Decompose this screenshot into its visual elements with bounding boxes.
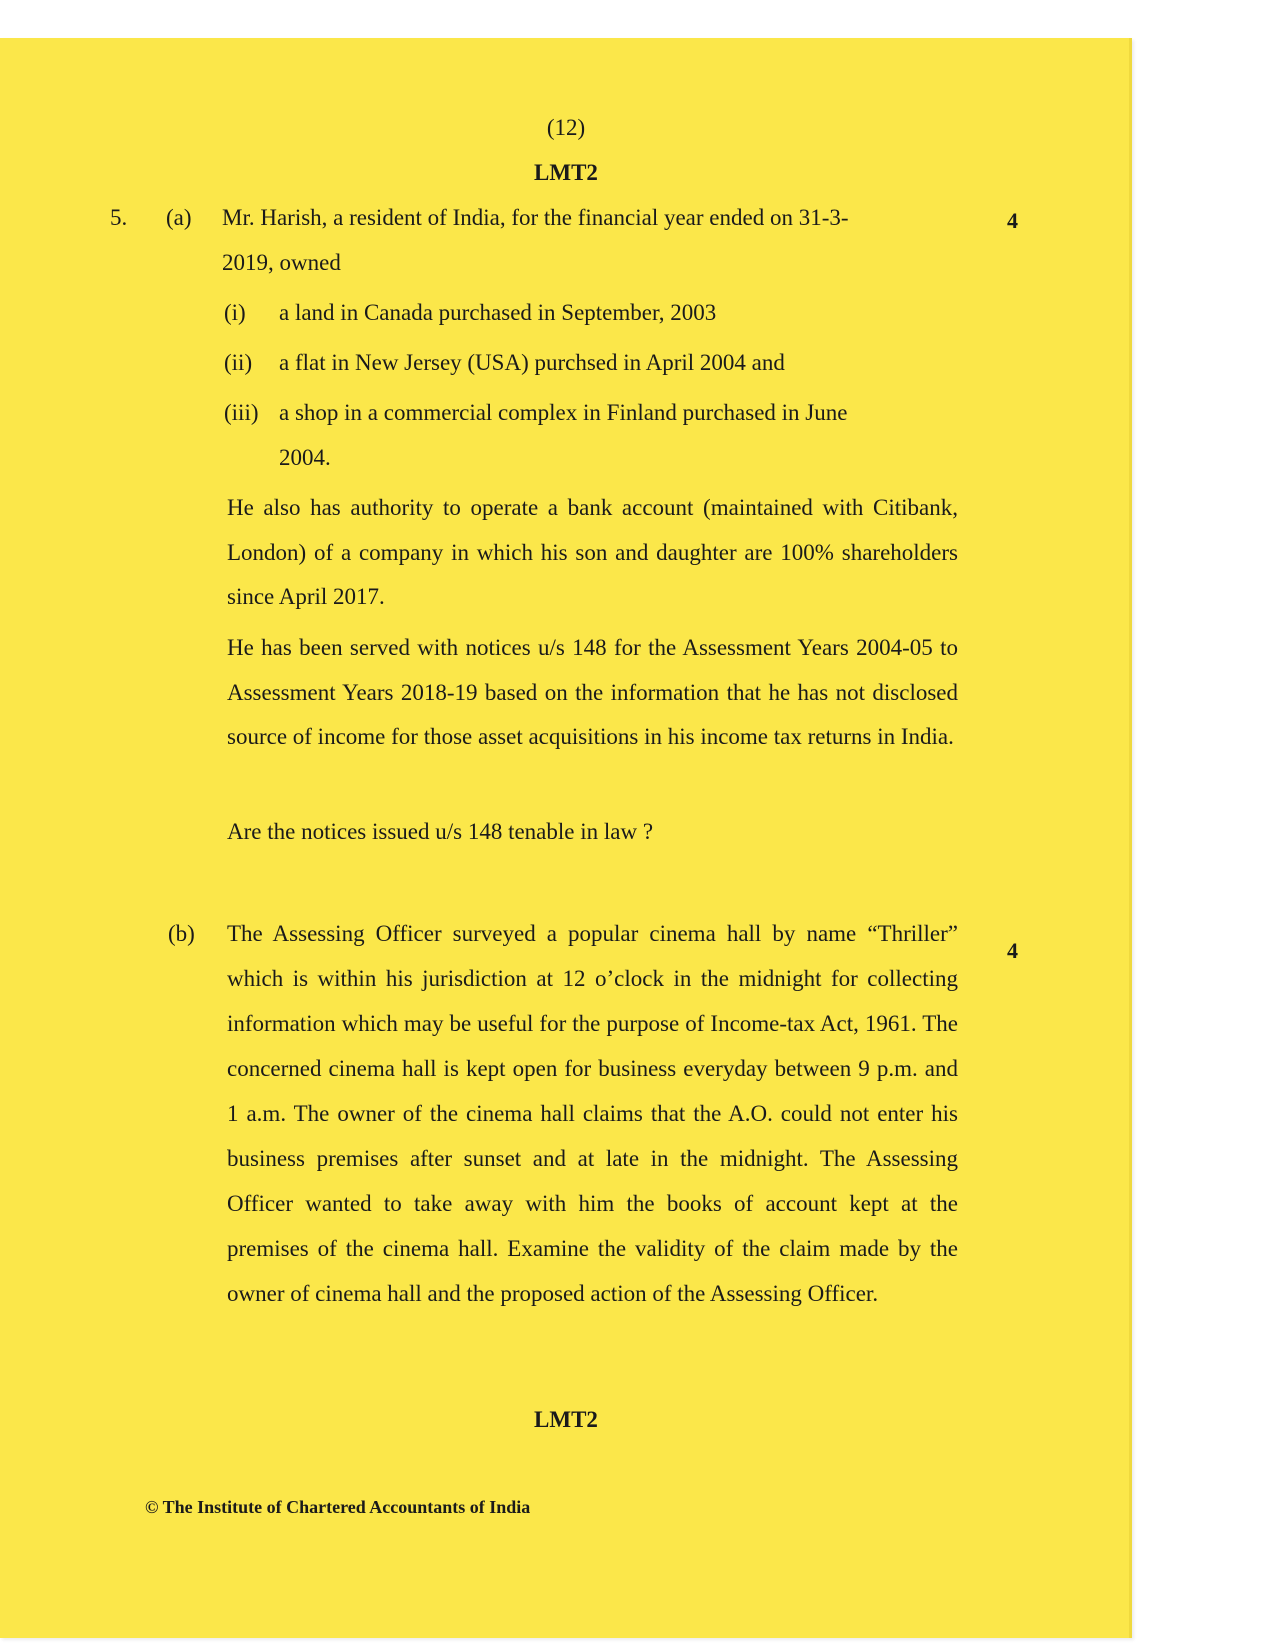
item-iii-label: (iii) xyxy=(224,400,259,425)
item-iii-continuation: 2004. xyxy=(279,445,331,470)
part-a-paragraph-1: He also has authority to operate a bank account (maintained with Citibank, London) of a company in which his son and daughter are 100% shareholders since April 2017. xyxy=(227,495,958,609)
question-number: 5. xyxy=(110,205,128,230)
part-a-label: (a) xyxy=(166,205,192,230)
part-a-marks: 4 xyxy=(1007,208,1018,233)
item-i-text: a land in Canada purchased in September, 2003 xyxy=(279,300,717,325)
part-b-label: (b) xyxy=(168,921,195,946)
item-i-label: (i) xyxy=(224,300,246,325)
part-a-intro-line2: 2019, owned xyxy=(222,250,341,275)
item-ii-text: a flat in New Jersey (USA) purchsed in April 2004 and xyxy=(279,350,785,375)
item-iii-text-main: a shop in a commercial complex in Finland purchased in June xyxy=(279,400,848,425)
part-b-text: The Assessing Officer surveyed a popular cinema hall by name “Thriller” which is within his jurisdiction at 12 o’clock in the midnight for collecting information which may be useful for the purpose of Income-tax Act, 1961. The concerned cinema hall is kept open for business everyday between 9 p.m. and 1 a.m. The owner of the cinema hall claims that the A.O. could not enter his business premises after sunset and at late in the midnight. The Assessing Officer wanted to take away with him the books of account kept at the premises of the cinema hall. Examine the validity of the claim made by the owner of cinema hall and the proposed action of the Assessing Officer. xyxy=(227,921,958,1306)
part-a-question: Are the notices issued u/s 148 tenable in law ? xyxy=(227,819,654,844)
paper-code: LMT2 xyxy=(534,160,598,185)
paper-edge xyxy=(1129,38,1132,1638)
item-ii-label: (ii) xyxy=(224,350,253,375)
bottom-paper-code: LMT2 xyxy=(534,1407,598,1432)
page-number: (12) xyxy=(546,115,586,140)
item-iii-text xyxy=(279,398,958,428)
part-b-marks: 4 xyxy=(1007,938,1018,963)
part-a-paragraph-2: He has been served with notices u/s 148 for the Assessment Years 2004-05 to Assessment Years 2018-19 based on the information that he has not disclosed source of income for those asset acquisitions in his income tax returns in India. xyxy=(227,635,958,749)
part-a-intro-line1: Mr. Harish, a resident of India, for the financial year ended on 31-3- xyxy=(222,205,849,230)
footer-copyright: © The Institute of Chartered Accountants of India xyxy=(145,1497,531,1517)
